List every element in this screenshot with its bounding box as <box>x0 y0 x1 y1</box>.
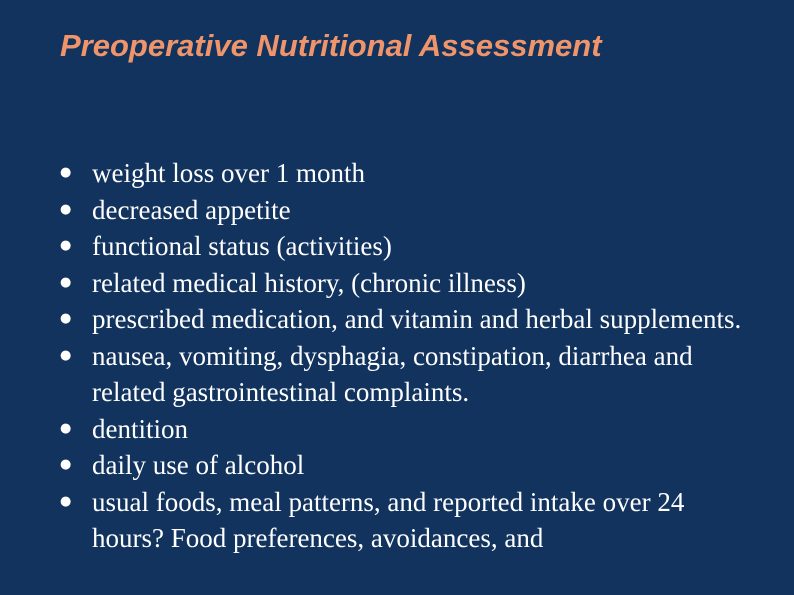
bullet-icon: ● <box>60 274 72 290</box>
bullet-list <box>60 155 760 557</box>
bullet-item-usual-foods <box>60 484 760 557</box>
bullet-item-appetite <box>60 192 760 229</box>
bullet-text: decreased appetite <box>92 194 291 225</box>
bullet-text: daily use of alcohol <box>92 450 305 480</box>
bullet-item-medication <box>60 301 760 338</box>
bullet-icon: ● <box>60 493 72 509</box>
slide-title: Preoperative Nutritional Assessment <box>60 28 602 63</box>
bullet-text: functional status (activities) <box>92 231 392 261</box>
bullet-item-alcohol <box>60 447 760 484</box>
bullet-text: usual foods, meal patterns, and reported intake over 24 hours? Food preferences, avoidances, and <box>92 486 685 553</box>
bullet-text: prescribed medication, and vitamin and herbal supplements. <box>92 304 742 334</box>
bullet-icon: ● <box>60 457 72 472</box>
bullet-icon: ● <box>60 311 72 326</box>
bullet-icon: ● <box>60 165 72 180</box>
bullet-item-weight-loss <box>60 155 760 192</box>
bullet-text: weight loss over 1 month <box>92 158 365 188</box>
bullet-icon: ● <box>60 201 72 217</box>
bullet-text: nausea, vomiting, dysphagia, constipation, diarrhea and related gastrointestinal complaints. <box>92 340 693 407</box>
bullet-item-gi-complaints <box>60 338 760 411</box>
bullet-item-functional-status <box>60 228 760 265</box>
bullet-text: related medical history, (chronic illness) <box>92 267 526 298</box>
bullet-icon: ● <box>60 347 72 363</box>
bullet-icon: ● <box>60 238 72 253</box>
bullet-text: dentition <box>92 413 188 444</box>
bullet-item-dentition <box>60 411 760 448</box>
bullet-icon: ● <box>60 420 72 436</box>
bullet-item-medical-history <box>60 265 760 302</box>
